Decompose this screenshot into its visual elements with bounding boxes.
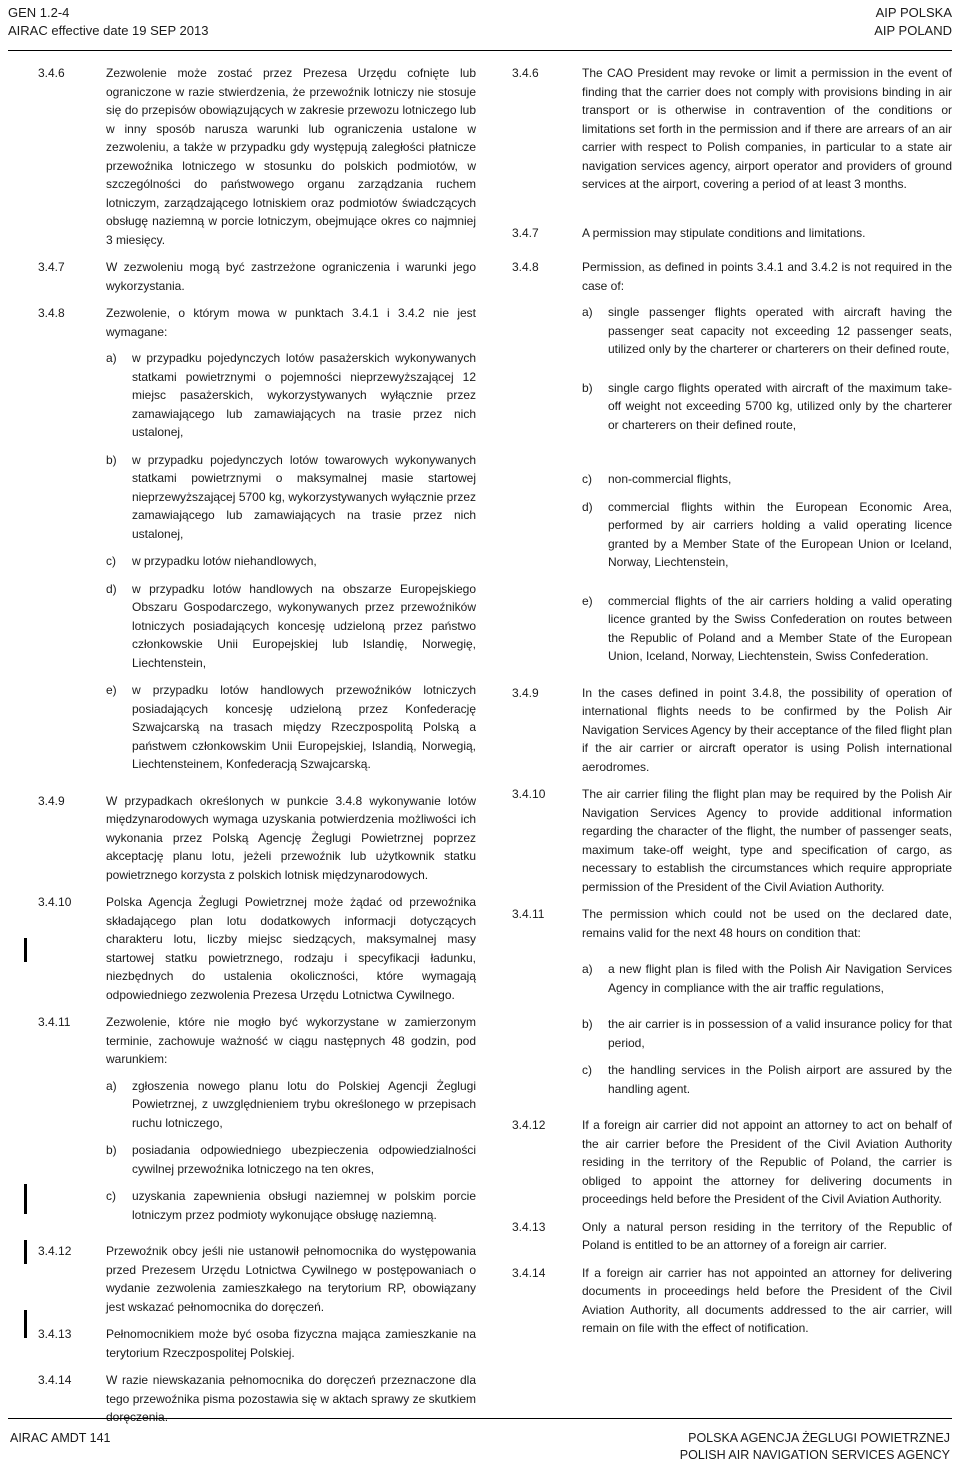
section-text: If a foreign air carrier did not appoint an attorney to act on behalf of the air carrier before the President of the Civil Aviation Authority residing in the territory of the Republic of Poland, the carrier is obliged to appoint the attorney for delivering documents in proceedings held before the President of the Civil Aviation Authority. — [582, 1118, 952, 1206]
section-text: The permission which could not be used on the declared date, remains valid for the next 48 hours on condition that: — [582, 907, 952, 940]
section-3-4-6-pl — [38, 64, 476, 249]
section-text: Zezwolenie, o którym mowa w punktach 3.4.1 i 3.4.2 nie jest wymagane: — [106, 306, 476, 339]
airac-effective-date: AIRAC effective date 19 SEP 2013 — [8, 23, 209, 38]
list-item — [582, 498, 952, 572]
list-item — [582, 1061, 952, 1098]
section-number: 3.4.11 — [512, 907, 545, 921]
page-id: GEN 1.2-4 — [8, 5, 70, 20]
section-number: 3.4.9 — [38, 793, 65, 808]
item-list — [582, 960, 952, 1098]
section-number: 3.4.12 — [512, 1118, 546, 1132]
section-text: W zezwoleniu mogą być zastrzeżone ograniczenia i warunki jego wykorzystania. — [106, 260, 476, 293]
item-text: w przypadku lotów handlowych przewoźników lotniczych posiadających koncesję udzieloną przez Konfederację Szwajcarską na trasach między Rzeczpospolitą Polską a państwem członkowskim Unii Europejskiej, Islandią, Norwegią, Liechtensteinem, Konfederacją Szwajcarską. — [132, 683, 476, 771]
section-3-4-8-en — [512, 258, 952, 675]
section-text: Zezwolenie, które nie mogło być wykorzystane w zamierzonym terminie, zachowuje ważność w ciągu następnych 48 godzin, pod warunkiem: — [106, 1015, 476, 1066]
section-number: 3.4.9 — [512, 685, 539, 700]
item-text: w przypadku lotów niehandlowych, — [132, 554, 317, 568]
item-text: single passenger flights operated with aircraft having the passenger seat capacity not exceeding 12 passenger seats, utilized only by the charterer or charterers on their defined route, — [608, 305, 952, 356]
list-item — [582, 592, 952, 666]
item-text: non-commercial flights, — [608, 472, 732, 486]
item-letter: e) — [582, 593, 593, 608]
item-letter: a) — [106, 351, 117, 365]
publication-title-pl: AIP POLSKA — [875, 5, 952, 20]
section-3-4-8-pl — [38, 304, 476, 783]
list-item — [106, 552, 476, 571]
section-number: 3.4.8 — [512, 260, 539, 274]
item-text: uzyskania zapewnienia obsługi naziemnej w polskim porcie lotniczym przez podmioty wykonujące obsługę naziemną. — [132, 1189, 476, 1222]
item-text: a new flight plan is filed with the Polish Air Navigation Services Agency in compliance with the air traffic regulations, — [608, 962, 952, 995]
item-letter: a) — [582, 962, 593, 976]
section-number: 3.4.13 — [512, 1219, 546, 1234]
item-letter: b) — [106, 452, 117, 467]
list-item — [582, 1015, 952, 1052]
section-number: 3.4.11 — [38, 1015, 71, 1029]
item-letter: b) — [582, 380, 593, 395]
section-text: Zezwolenie może zostać przez Prezesa Urzędu cofnięte lub ograniczone w razie stwierdzenia, że przewoźnik lotniczy nie stosuje się do przepisów obowiązujących w zakresie przewozu lotniczego lub w inny sposób narusza warunki lub ograniczenia ustalone w zezwoleniu, a także w przypadku gdy występują zaległości płatnicze przewoźnika lotniczego w stosunku do polskich podmiotów, w szczególności do państwowego organu zarządzania ruchem lotniczym, zarządzającego lotniskiem oraz podmiotów świadczących obsługę naziemną w porcie lotniczym, obejmujące okres co najmniej 3 miesięcy. — [106, 66, 476, 247]
list-item — [106, 451, 476, 544]
section-text: A permission may stipulate conditions and limitations. — [582, 225, 866, 240]
item-letter: c) — [582, 472, 592, 486]
polish-column — [38, 64, 476, 1436]
section-text: Pełnomocnikiem może być osoba fizyczna mająca zamieszkanie na terytorium Rzeczpospolitej Polskiej. — [106, 1327, 476, 1360]
item-letter: c) — [106, 1189, 116, 1203]
item-text: commercial flights within the European Economic Area, performed by air carriers holding a valid operating licence granted by a Member State of the European Union or Iceland, Norway, Liechtenstein, — [608, 499, 952, 569]
section-3-4-12-en — [512, 1116, 952, 1209]
list-item — [582, 960, 952, 997]
item-text: the air carrier is in possession of a valid insurance policy for that period, — [608, 1017, 952, 1050]
section-number: 3.4.10 — [38, 895, 72, 909]
item-text: w przypadku pojedynczych lotów towarowych wykonywanych statkami powietrznymi o maksymalnej masie startowej nieprzewyższającej 5700 kg, wykorzystywanych wyłącznie przez zamawiającego lub zamawiających na trasie przez nich ustalonej, — [132, 452, 476, 541]
page-header-left — [8, 4, 208, 40]
section-number: 3.4.13 — [38, 1327, 72, 1341]
list-item — [106, 349, 476, 442]
change-bar — [24, 938, 27, 962]
item-text: posiadania odpowiedniego ubezpieczenia odpowiedzialności cywilnej przewoźnika lotniczego na ten okres, — [132, 1143, 476, 1176]
section-3-4-9-pl — [38, 792, 476, 885]
section-text: Permission, as defined in points 3.4.1 and 3.4.2 is not required in the case of: — [582, 260, 952, 293]
item-list — [106, 349, 476, 774]
list-item — [106, 1077, 476, 1133]
list-item — [106, 681, 476, 774]
item-list — [106, 1077, 476, 1225]
change-bar — [24, 1310, 27, 1338]
section-number: 3.4.8 — [38, 306, 65, 320]
item-letter: c) — [106, 554, 116, 568]
item-text: w przypadku lotów handlowych na obszarze Europejskiego Obszaru Gospodarczego, wykonywanych przez przewoźników lotniczych posiadających koncesję udzieloną przez państwo członkowskie Unii Europejskiej lub Islandię, Norwegię, Liechtenstein, — [132, 581, 476, 670]
section-number: 3.4.10 — [512, 787, 546, 801]
section-text: Polska Agencja Żeglugi Powietrznej może żądać od przewoźnika składającego plan lotu dodatkowych informacji dotyczących charakteru lotu, liczby miejsc siedzących, maksymalnej masy startowej statku powietrznego, rodzaju i specyfikacji ładunku, niezbędnych do ustalenia okoliczności, które wymagają odpowiedniego zezwolenia Prezesa Urzędu Lotnictwa Cywilnego. — [106, 895, 476, 1002]
section-3-4-7-en — [512, 224, 952, 243]
page-header-right — [874, 4, 952, 40]
section-3-4-13-pl — [38, 1325, 476, 1362]
section-number: 3.4.14 — [38, 1373, 72, 1387]
item-text: commercial flights of the air carriers holding a valid operating licence granted by the Swiss Confederation on routes between the Republic of Poland and a Member State of the European Union, Iceland, Norway, Liechtenstein, Swiss Confederation. — [608, 593, 952, 663]
section-3-4-12-pl — [38, 1242, 476, 1316]
item-letter: d) — [582, 499, 593, 514]
item-letter: a) — [106, 1078, 117, 1093]
item-text: the handling services in the Polish airport are assured by the handling agent. — [608, 1063, 952, 1096]
section-3-4-6-en — [512, 64, 952, 194]
section-text: W razie niewskazania pełnomocnika do doręczeń przeznaczone dla tego przewoźnika pisma pozostawia się w aktach sprawy ze skutkiem doręczenia. — [106, 1373, 476, 1424]
item-letter: c) — [582, 1063, 592, 1077]
change-bar — [24, 1240, 27, 1264]
list-item — [106, 580, 476, 673]
list-item — [106, 1141, 476, 1178]
section-text: In the cases defined in point 3.4.8, the possibility of operation of international flights needs to be confirmed by the Polish Air Navigation Services Agency by their acceptance of the filed flight plan if the air carrier or aircraft operator is using Polish international aerodromes. — [582, 685, 952, 774]
item-letter: b) — [582, 1017, 593, 1031]
section-text: Przewoźnik obcy jeśli nie ustanowił pełnomocnika do występowania przed Prezesem Urzędu Lotnictwa Cywilnego w postępowaniach o wydanie zezwolenia zamieszkałego na terytorium RP, obowiązany jest wskazać pełnomocnika do doręczeń. — [106, 1244, 476, 1314]
section-3-4-14-en — [512, 1264, 952, 1338]
section-text: The air carrier filing the flight plan may be required by the Polish Air Navigation Services Agency to provide additional information regarding the character of the flight, the number of passenger seats, maximum take-off weight, type and specification of cargo, as necessary to establish the circumstances which require appropriate permission of the President of the Civil Aviation Authority. — [582, 787, 952, 894]
item-letter: a) — [582, 305, 593, 319]
agency-name-pl: POLSKA AGENCJA ŻEGLUGI POWIETRZNEJ — [688, 1431, 950, 1445]
list-item — [582, 303, 952, 359]
section-3-4-10-pl — [38, 893, 476, 1004]
section-number: 3.4.6 — [512, 66, 539, 80]
english-column — [512, 64, 952, 1347]
item-letter: e) — [106, 683, 117, 697]
item-text: zgłoszenia nowego planu lotu do Polskiej Agencji Żeglugi Powietrznej, z uwzględnieniem trybu określonego w przepisach ruchu lotniczego, — [132, 1078, 476, 1130]
change-bar — [24, 1184, 27, 1214]
section-text: W przypadkach określonych w punkcie 3.4.8 wykonywanie lotów międzynarodowych wymaga uzyskania potwierdzenia możliwości ich wykonania przez Polską Agencję Żeglugi Powietrznej poprzez akceptację planu lotu, jeżeli przewoźnik lub użytkownik statku powietrznego korzysta z polskich lotnisk międzynarodowych. — [106, 793, 476, 882]
section-number: 3.4.7 — [38, 260, 65, 274]
section-number: 3.4.12 — [38, 1244, 72, 1258]
amendment-number: AIRAC AMDT 141 — [10, 1431, 111, 1445]
section-3-4-9-en — [512, 684, 952, 777]
header-divider — [8, 50, 952, 51]
item-text: single cargo flights operated with aircraft of the maximum take-off weight not exceeding 5700 kg, utilized only by the charterer or charterers on their defined route, — [608, 380, 952, 432]
publication-title-en: AIP POLAND — [874, 23, 952, 38]
section-text: Only a natural person residing in the territory of the Republic of Poland is entitled to be an attorney of a foreign air carrier. — [582, 1219, 952, 1252]
section-text: The CAO President may revoke or limit a permission in the event of finding that the carrier does not comply with provisions binding in air transport or is otherwise in contravention of the conditions or limitations set forth in the permission and if there are arrears of an air carrier with respect to Polish companies, in particular to a state air navigation services agency, airport operator and providers of ground services at the airport, covering a period of at least 3 months. — [582, 66, 952, 191]
list-item — [106, 1187, 476, 1224]
section-3-4-10-en — [512, 785, 952, 896]
item-letter: d) — [106, 581, 117, 596]
section-3-4-11-en — [512, 905, 952, 1107]
agency-name-en: POLISH AIR NAVIGATION SERVICES AGENCY — [679, 1448, 950, 1462]
section-text: If a foreign air carrier has not appointed an attorney for delivering documents in proceedings held before the President of the Civil Aviation Authority, all documents addressed to the air carrier, will remain on file with the effect of notification. — [582, 1265, 952, 1335]
section-number: 3.4.6 — [38, 66, 65, 80]
section-3-4-7-pl — [38, 258, 476, 295]
page-footer-right — [680, 1430, 950, 1464]
section-number: 3.4.7 — [512, 225, 539, 240]
list-item — [582, 379, 952, 435]
item-text: w przypadku pojedynczych lotów pasażerskich wykonywanych statkami powietrznymi o pojemności nieprzewyższającej 12 miejsc pasażerskich, wykorzystywanych wyłącznie przez zamawiającego lub zamawiających na trasie przez nich ustalonej, — [132, 351, 476, 439]
section-number: 3.4.14 — [512, 1265, 546, 1280]
list-item — [582, 470, 952, 489]
item-list — [582, 303, 952, 666]
section-3-4-11-pl — [38, 1013, 476, 1233]
footer-divider — [8, 1418, 952, 1419]
section-3-4-13-en — [512, 1218, 952, 1255]
item-letter: b) — [106, 1143, 117, 1157]
